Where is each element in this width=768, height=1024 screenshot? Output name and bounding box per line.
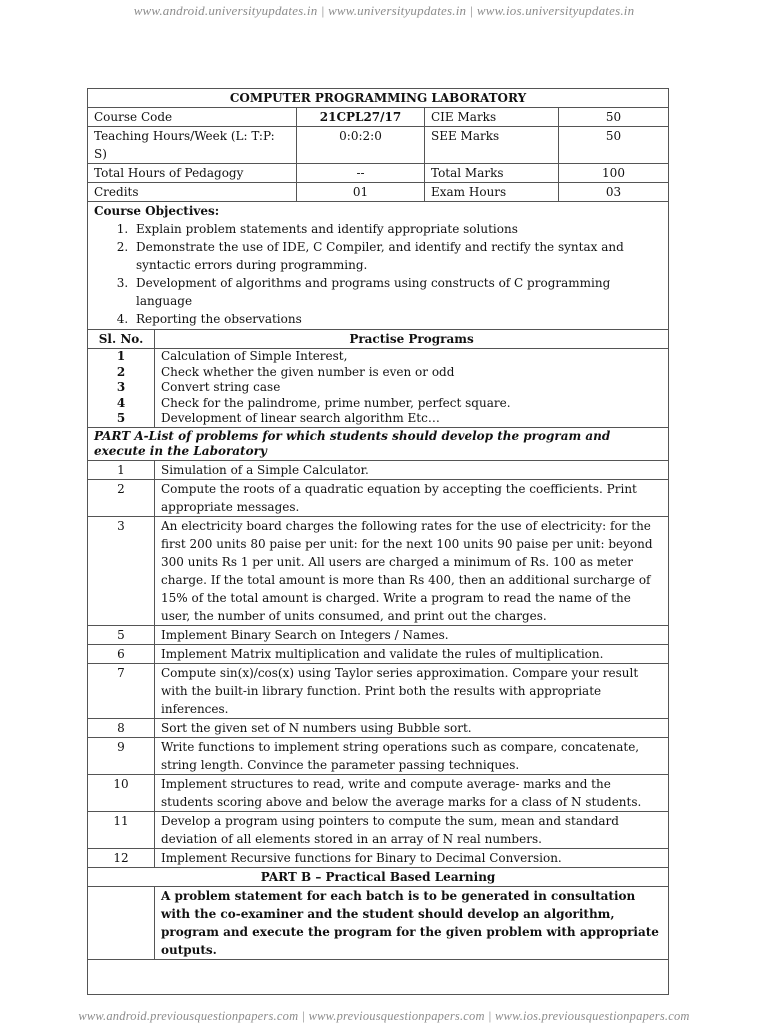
footer-watermark: www.android.previousquestionpapers.com | www.previousquestionpapers.com | www.ios.previousquestionpapers.com xyxy=(78,1009,690,1023)
course-info-row: Credits 01 Exam Hours 03 xyxy=(88,183,669,202)
objective-item: 4. Reporting the observations xyxy=(132,310,662,328)
course-info-row: Course Code 21CPL27/17 CIE Marks 50 xyxy=(88,108,669,127)
course-objectives xyxy=(88,202,669,330)
practise-item: Development of linear search algorithm Etc… xyxy=(161,411,440,425)
sl-no-header: Sl. No. xyxy=(88,330,155,349)
problem-row: 12 Implement Recursive functions for Binary to Decimal Conversion. xyxy=(88,848,669,867)
part-a-heading: PART A-List of problems for which students should develop the program and execute in the Laboratory xyxy=(88,427,669,460)
problem-row: 3 An electricity board charges the following rates for the use of electricity: for the first 200 units 80 paise per unit: for the next 100 units 90 paise per unit: beyond 300 units Rs 1 per unit. All users are charged a minimum of Rs. 100 as meter charge. If the total amount is more than Rs 400, then an additional surcharge of 15% of the total amount is charged. Write a program to read the name of the user, the number of units consumed, and print out the charges. xyxy=(88,516,669,625)
problem-row: 11 Develop a program using pointers to compute the sum, mean and standard deviation of all elements stored in an array of N real numbers. xyxy=(88,811,669,848)
part-b-text: A problem statement for each batch is to be generated in consultation with the co-examiner and the student should develop an algorithm, program and execute the program for the given problem with appropriate outputs. xyxy=(155,886,669,959)
course-info-row: Total Hours of Pedagogy -- Total Marks 100 xyxy=(88,164,669,183)
practise-item: Convert string case xyxy=(161,380,281,394)
problem-row: 1 Simulation of a Simple Calculator. xyxy=(88,460,669,479)
objective-item: 2. Demonstrate the use of IDE, C Compiler, and identify and rectify the syntax and syntactic errors during programming. xyxy=(132,238,662,274)
practise-programs-header: Practise Programs xyxy=(155,330,669,349)
practise-item: Check whether the given number is even or odd xyxy=(161,364,455,379)
syllabus-table xyxy=(87,88,669,995)
problem-row: 2 Compute the roots of a quadratic equation by accepting the coefficients. Print appropriate messages. xyxy=(88,479,669,516)
course-info-row: Teaching Hours/Week (L: T:P: S) 0:0:2:0 SEE Marks 50 xyxy=(88,127,669,164)
objective-item: 1. Explain problem statements and identify appropriate solutions xyxy=(132,220,662,238)
objective-item: 3. Development of algorithms and programs using constructs of C programming language xyxy=(132,274,662,310)
problem-row: 10 Implement structures to read, write and compute average- marks and the students scoring above and below the average marks for a class of N students. xyxy=(88,774,669,811)
problem-row: 8 Sort the given set of N numbers using Bubble sort. xyxy=(88,718,669,737)
practise-item: Check for the palindrome, prime number, perfect square. xyxy=(161,395,511,410)
part-b-heading: PART B – Practical Based Learning xyxy=(88,867,669,886)
practise-numbers: 1 2 3 4 5 xyxy=(88,349,155,428)
problem-row: 9 Write functions to implement string operations such as compare, concatenate, string length. Convince the parameter passing techniques. xyxy=(88,737,669,774)
header-watermark: www.android.universityupdates.in | www.universityupdates.in | www.ios.universityupdates.in xyxy=(133,3,635,18)
objectives-list xyxy=(94,220,662,328)
empty-row xyxy=(88,959,669,994)
objectives-heading: Course Objectives: xyxy=(94,204,220,218)
problem-row: 5 Implement Binary Search on Integers / Names. xyxy=(88,625,669,644)
practise-item: Calculation of Simple Interest, xyxy=(161,349,348,363)
problem-row: 7 Compute sin(x)/cos(x) using Taylor series approximation. Compare your result with the built-in library function. Print both the results with appropriate inferences. xyxy=(88,663,669,718)
practise-programs-list xyxy=(155,349,669,428)
course-title: COMPUTER PROGRAMMING LABORATORY xyxy=(88,89,669,108)
problem-row: 6 Implement Matrix multiplication and validate the rules of multiplication. xyxy=(88,644,669,663)
